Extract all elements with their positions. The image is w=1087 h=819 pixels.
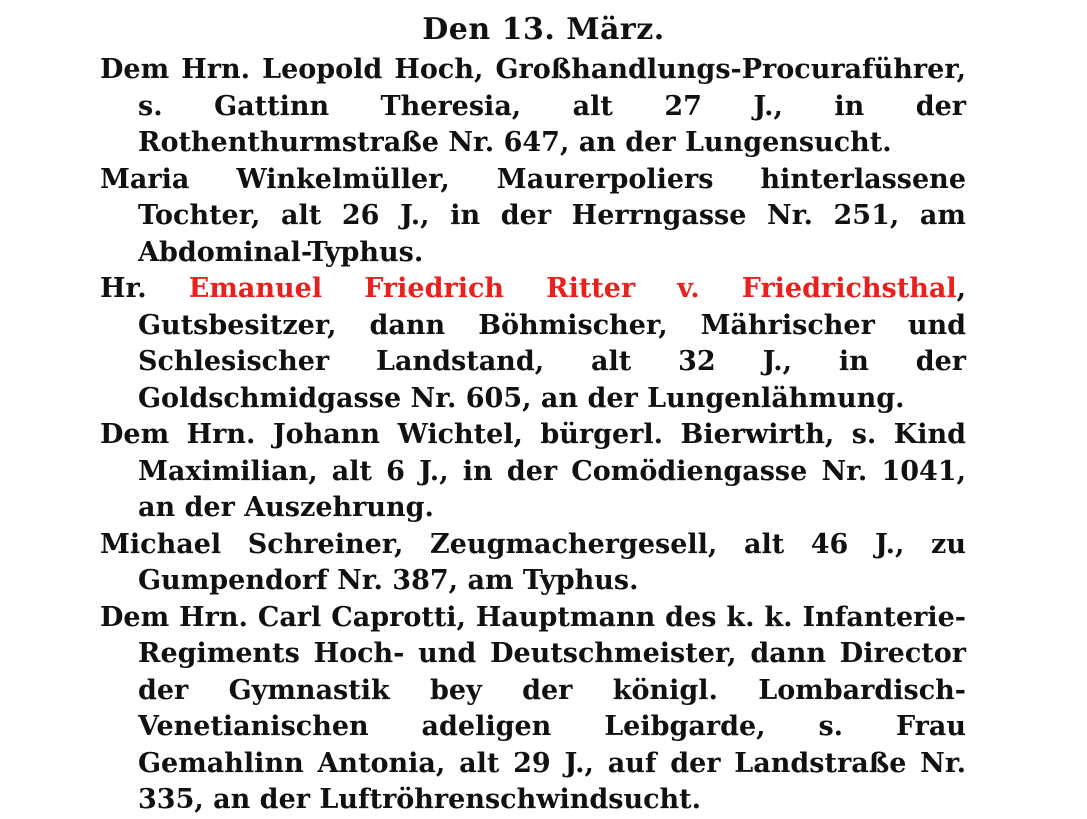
entry-text: Dem Hrn. Leopold Hoch, Großhandlungs-Procuraführer, s. Gattinn Theresia, alt 27 J., in der Rothenthurmstraße Nr. 647, an der Lungensucht. [100, 54, 966, 158]
entry-text: Dem Hrn. Carl Caprotti, Hauptmann des k. k. Infanterie-Regiments Hoch- und Deutschmeister, dann Director der Gymnastik bey der königl. Lombardisch-Venetianischen adeligen Leibgarde, s. Frau Gemahlinn Antonia, alt 29 J., auf der Landstraße Nr. 335, an der Luftröhrenschwindsucht. [100, 601, 966, 815]
date-heading: Den 13. März. [422, 12, 665, 47]
highlighted-name: Emanuel Friedrich Ritter v. Friedrichsthal [188, 273, 957, 304]
death-notice-entry [100, 417, 966, 527]
entry-text: , Gutsbesitzer, dann Böhmischer, Mährischer und Schlesischer Landstand, alt 32 J., in der Goldschmidgasse Nr. 605, an der Lungenlähmung. [138, 273, 967, 414]
death-notice-entry [100, 527, 966, 600]
entry-prefix: Hr. [100, 273, 189, 304]
entry-text: Michael Schreiner, Zeugmachergesell, alt 46 J., zu Gumpendorf Nr. 387, am Typhus. [100, 528, 966, 596]
death-notice-entry [100, 600, 966, 819]
entry-text: Dem Hrn. Johann Wichtel, bürgerl. Bierwirth, s. Kind Maximilian, alt 6 J., in der Comödiengasse Nr. 1041, an der Auszehrung. [100, 419, 966, 523]
entry-text: Maria Winkelmüller, Maurerpoliers hinterlassene Tochter, alt 26 J., in der Herrngasse Nr. 251, am Abdominal-Typhus. [100, 163, 966, 268]
death-notice-list [100, 52, 966, 819]
death-notice-entry [100, 162, 966, 272]
death-notice-entry [100, 52, 966, 162]
death-notice-entry-highlighted [100, 271, 966, 417]
